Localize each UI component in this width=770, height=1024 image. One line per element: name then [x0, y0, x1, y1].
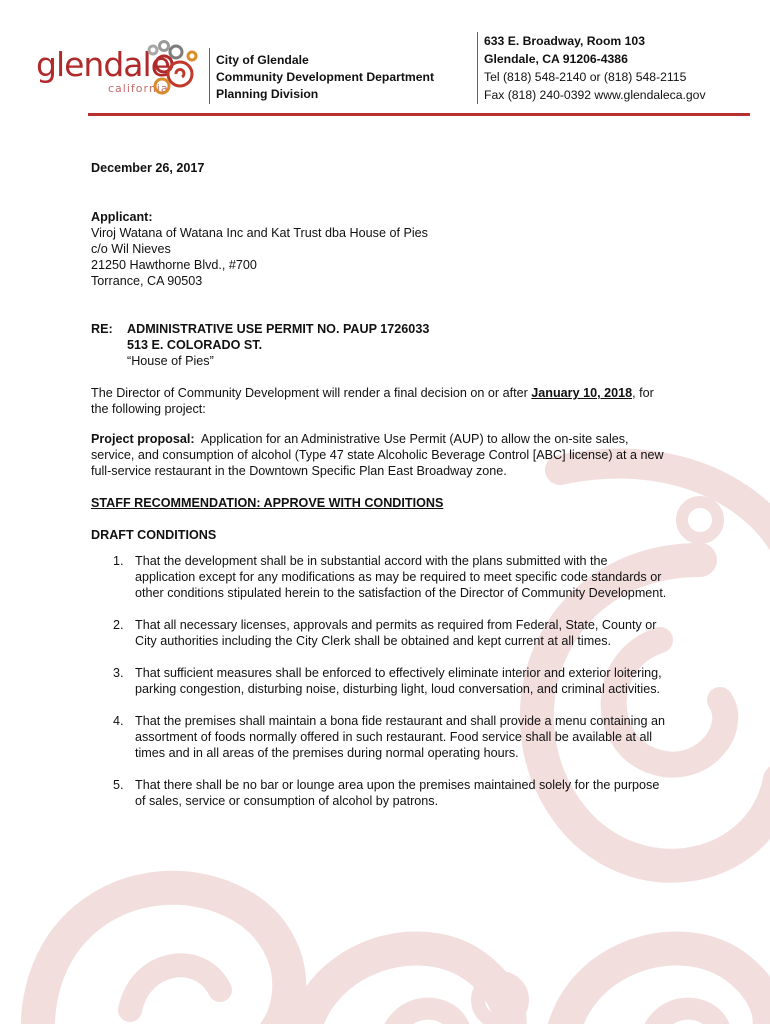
- condition-number: 2.: [113, 618, 124, 632]
- condition-text: That sufficient measures shall be enforced to effectively eliminate interior and exterior loitering, parking congestion, disturbing noise, disturbing light, loud conversation, and criminal activities.: [135, 666, 662, 696]
- condition-item: [91, 665, 671, 697]
- city-logo: [34, 40, 204, 102]
- applicant-line: Torrance, CA 90503: [91, 274, 203, 288]
- re-permit: ADMINISTRATIVE USE PERMIT NO. PAUP 1726033: [127, 322, 430, 336]
- applicant-line: 21250 Hawthorne Blvd., #700: [91, 258, 257, 272]
- condition-text: That all necessary licenses, approvals and permits as required from Federal, State, County or City authorities including the City Clerk shall be obtained and kept current at all times.: [135, 618, 657, 648]
- re-block: [91, 321, 671, 369]
- letter-date: December 26, 2017: [91, 161, 205, 175]
- address-city: Glendale, CA 91206-4386: [484, 52, 628, 66]
- department-block: [216, 52, 434, 103]
- condition-text: That the development shall be in substantial accord with the plans submitted with the application except for any modifications as may be required to meet specific code standards or other conditions stipulated herein to the satisfaction of the Director of Community Development.: [135, 554, 667, 600]
- logo-wordmark: glendale: [36, 45, 170, 84]
- address-line: 633 E. Broadway, Room 103: [484, 34, 645, 48]
- logo-subtitle: california: [108, 82, 169, 95]
- re-label: RE:: [91, 322, 113, 336]
- condition-item: [91, 553, 671, 601]
- project-proposal: [91, 431, 671, 479]
- address-block: [484, 32, 706, 104]
- conditions-list: [91, 553, 671, 809]
- proposal-text: Application for an Administrative Use Permit (AUP) to allow the on-site sales, service, and consumption of alcohol (Type 47 state Alcoholic Beverage Control [ABC] license) at a new full-service restaurant in the Downtown Specific Plan East Broadway zone.: [91, 432, 668, 478]
- re-project-name: “House of Pies”: [127, 354, 214, 368]
- applicant-block: [91, 209, 671, 289]
- fax-web-line: Fax (818) 240-0392 www.glendaleca.gov: [484, 88, 706, 102]
- header-rule: [88, 113, 750, 116]
- applicant-line: c/o Wil Nieves: [91, 242, 171, 256]
- dept-line-department: Community Development Department: [216, 70, 435, 84]
- decision-date: January 10, 2018: [531, 386, 633, 400]
- condition-number: 1.: [113, 554, 124, 568]
- phone-line: Tel (818) 548-2140 or (818) 548-2115: [484, 70, 687, 84]
- condition-item: [91, 617, 671, 649]
- condition-text: That the premises shall maintain a bona fide restaurant and shall provide a menu containing an assortment of foods normally offered in such restaurant. Food service shall be available at all times and in all areas of the premises during normal operating hours.: [135, 714, 665, 760]
- condition-number: 4.: [113, 714, 124, 728]
- dept-line-division: Planning Division: [216, 87, 319, 101]
- staff-recommendation: STAFF RECOMMENDATION: APPROVE WITH CONDITIONS: [91, 496, 444, 510]
- condition-number: 5.: [113, 778, 124, 792]
- applicant-line: Viroj Watana of Watana Inc and Kat Trust dba House of Pies: [91, 226, 428, 240]
- condition-number: 3.: [113, 666, 124, 680]
- decision-text: The Director of Community Development will render a final decision on or after: [91, 386, 532, 400]
- condition-item: [91, 777, 671, 809]
- draft-conditions-heading: DRAFT CONDITIONS: [91, 528, 217, 542]
- proposal-label: Project proposal:: [91, 432, 195, 446]
- swirl-circles-icon: [142, 40, 206, 100]
- applicant-label: Applicant:: [91, 210, 153, 224]
- decision-paragraph: [91, 385, 671, 417]
- letter-body: [91, 158, 671, 825]
- header-divider: [477, 32, 478, 104]
- decision-text-end: , for the following project:: [91, 386, 654, 416]
- dept-line-city: City of Glendale: [216, 53, 309, 67]
- header-divider: [209, 48, 210, 104]
- condition-item: [91, 713, 671, 761]
- re-address: 513 E. COLORADO ST.: [127, 338, 263, 352]
- condition-text: That there shall be no bar or lounge area upon the premises maintained solely for the purpose of sales, service or consumption of alcohol by patrons.: [135, 778, 660, 808]
